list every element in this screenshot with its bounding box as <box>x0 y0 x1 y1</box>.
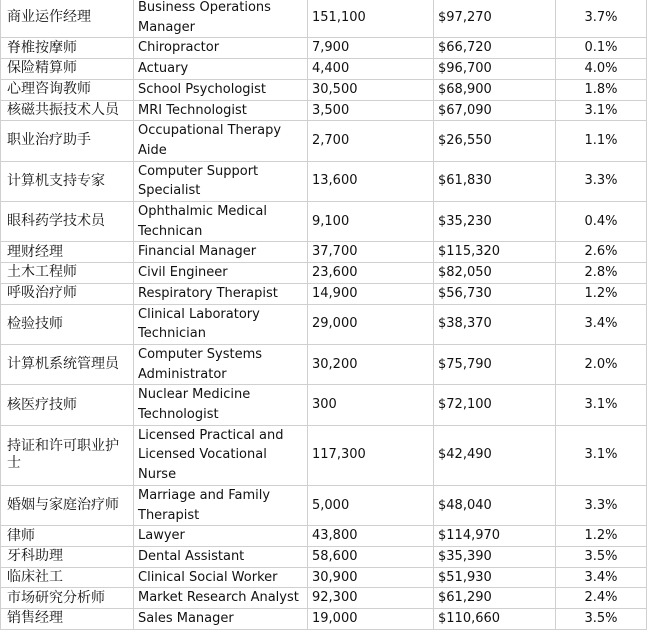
cell-count: 4,400 <box>308 59 434 80</box>
cell-wage: $51,930 <box>434 567 556 588</box>
cell-zh-title: 土木工程师 <box>1 263 134 284</box>
cell-count: 7,900 <box>308 38 434 59</box>
cell-percent: 3.1% <box>556 385 647 425</box>
cell-en-title: Sales Manager <box>134 609 308 630</box>
cell-zh-title: 商业运作经理 <box>1 0 134 38</box>
cell-percent: 3.3% <box>556 485 647 525</box>
cell-zh-title: 职业治疗助手 <box>1 121 134 161</box>
cell-zh-title: 脊椎按摩师 <box>1 38 134 59</box>
cell-en-title: Marriage and Family Therapist <box>134 485 308 525</box>
cell-count: 58,600 <box>308 546 434 567</box>
cell-percent: 3.4% <box>556 304 647 344</box>
cell-en-title: Ophthalmic Medical Technican <box>134 202 308 242</box>
cell-en-title: Occupational Therapy Aide <box>134 121 308 161</box>
cell-count: 9,100 <box>308 202 434 242</box>
cell-percent: 1.2% <box>556 526 647 547</box>
table-row <box>1 609 647 630</box>
cell-count: 43,800 <box>308 526 434 547</box>
cell-percent: 2.6% <box>556 242 647 263</box>
cell-zh-title: 保险精算师 <box>1 59 134 80</box>
table-row <box>1 161 647 201</box>
cell-en-title: Market Research Analyst <box>134 588 308 609</box>
table-row <box>1 0 647 38</box>
cell-percent: 2.4% <box>556 588 647 609</box>
table-row <box>1 304 647 344</box>
cell-wage: $114,970 <box>434 526 556 547</box>
cell-count: 13,600 <box>308 161 434 201</box>
cell-percent: 3.7% <box>556 0 647 38</box>
cell-en-title: Licensed Practical and Licensed Vocational Nurse <box>134 425 308 485</box>
cell-count: 92,300 <box>308 588 434 609</box>
cell-wage: $26,550 <box>434 121 556 161</box>
cell-zh-title: 核医疗技师 <box>1 385 134 425</box>
cell-wage: $61,290 <box>434 588 556 609</box>
cell-zh-title: 检验技师 <box>1 304 134 344</box>
cell-zh-title: 牙科助理 <box>1 546 134 567</box>
cell-en-title: Dental Assistant <box>134 546 308 567</box>
cell-wage: $42,490 <box>434 425 556 485</box>
cell-percent: 3.5% <box>556 546 647 567</box>
cell-count: 30,200 <box>308 344 434 384</box>
cell-en-title: Chiropractor <box>134 38 308 59</box>
table-row <box>1 38 647 59</box>
cell-en-title: Lawyer <box>134 526 308 547</box>
table-row <box>1 59 647 80</box>
table-row <box>1 79 647 100</box>
cell-wage: $35,230 <box>434 202 556 242</box>
table-row <box>1 263 647 284</box>
cell-wage: $96,700 <box>434 59 556 80</box>
table-row <box>1 121 647 161</box>
cell-wage: $115,320 <box>434 242 556 263</box>
table-row <box>1 588 647 609</box>
table-row <box>1 202 647 242</box>
cell-percent: 1.8% <box>556 79 647 100</box>
cell-count: 5,000 <box>308 485 434 525</box>
cell-wage: $48,040 <box>434 485 556 525</box>
cell-wage: $97,270 <box>434 0 556 38</box>
cell-wage: $110,660 <box>434 609 556 630</box>
table-row <box>1 344 647 384</box>
cell-en-title: Clinical Social Worker <box>134 567 308 588</box>
cell-zh-title: 持证和许可职业护士 <box>1 425 134 485</box>
cell-en-title: Nuclear Medicine Technologist <box>134 385 308 425</box>
cell-zh-title: 理财经理 <box>1 242 134 263</box>
cell-percent: 3.3% <box>556 161 647 201</box>
cell-wage: $72,100 <box>434 385 556 425</box>
table-row <box>1 526 647 547</box>
cell-zh-title: 眼科药学技术员 <box>1 202 134 242</box>
cell-zh-title: 呼吸治疗师 <box>1 283 134 304</box>
cell-percent: 3.1% <box>556 425 647 485</box>
cell-count: 30,900 <box>308 567 434 588</box>
cell-percent: 2.0% <box>556 344 647 384</box>
cell-wage: $61,830 <box>434 161 556 201</box>
cell-count: 30,500 <box>308 79 434 100</box>
cell-percent: 4.0% <box>556 59 647 80</box>
cell-percent: 1.1% <box>556 121 647 161</box>
cell-percent: 3.4% <box>556 567 647 588</box>
cell-en-title: Computer Support Specialist <box>134 161 308 201</box>
cell-en-title: Actuary <box>134 59 308 80</box>
cell-wage: $66,720 <box>434 38 556 59</box>
cell-count: 19,000 <box>308 609 434 630</box>
cell-percent: 1.2% <box>556 283 647 304</box>
cell-en-title: School Psychologist <box>134 79 308 100</box>
cell-zh-title: 律师 <box>1 526 134 547</box>
cell-en-title: MRI Technologist <box>134 100 308 121</box>
cell-wage: $35,390 <box>434 546 556 567</box>
cell-wage: $68,900 <box>434 79 556 100</box>
cell-wage: $56,730 <box>434 283 556 304</box>
cell-count: 29,000 <box>308 304 434 344</box>
cell-zh-title: 婚姻与家庭治疗师 <box>1 485 134 525</box>
table-row <box>1 485 647 525</box>
cell-percent: 3.5% <box>556 609 647 630</box>
table-row <box>1 100 647 121</box>
cell-count: 2,700 <box>308 121 434 161</box>
cell-count: 37,700 <box>308 242 434 263</box>
cell-count: 117,300 <box>308 425 434 485</box>
cell-en-title: Computer Systems Administrator <box>134 344 308 384</box>
cell-zh-title: 核磁共振技术人员 <box>1 100 134 121</box>
cell-zh-title: 心理咨询教师 <box>1 79 134 100</box>
cell-count: 14,900 <box>308 283 434 304</box>
cell-wage: $75,790 <box>434 344 556 384</box>
table-row <box>1 385 647 425</box>
cell-zh-title: 市场研究分析师 <box>1 588 134 609</box>
cell-percent: 3.1% <box>556 100 647 121</box>
cell-en-title: Clinical Laboratory Technician <box>134 304 308 344</box>
cell-en-title: Financial Manager <box>134 242 308 263</box>
cell-zh-title: 销售经理 <box>1 609 134 630</box>
cell-percent: 2.8% <box>556 263 647 284</box>
cell-zh-title: 计算机支持专家 <box>1 161 134 201</box>
table-body <box>1 0 647 629</box>
cell-en-title: Business Operations Manager <box>134 0 308 38</box>
table-row <box>1 242 647 263</box>
cell-count: 300 <box>308 385 434 425</box>
cell-wage: $38,370 <box>434 304 556 344</box>
cell-wage: $67,090 <box>434 100 556 121</box>
table-row <box>1 546 647 567</box>
cell-count: 151,100 <box>308 0 434 38</box>
table-row <box>1 567 647 588</box>
cell-count: 3,500 <box>308 100 434 121</box>
cell-wage: $82,050 <box>434 263 556 284</box>
cell-en-title: Respiratory Therapist <box>134 283 308 304</box>
table-row <box>1 425 647 485</box>
cell-count: 23,600 <box>308 263 434 284</box>
cell-zh-title: 临床社工 <box>1 567 134 588</box>
cell-percent: 0.4% <box>556 202 647 242</box>
cell-zh-title: 计算机系统管理员 <box>1 344 134 384</box>
cell-percent: 0.1% <box>556 38 647 59</box>
cell-en-title: Civil Engineer <box>134 263 308 284</box>
table-row <box>1 283 647 304</box>
